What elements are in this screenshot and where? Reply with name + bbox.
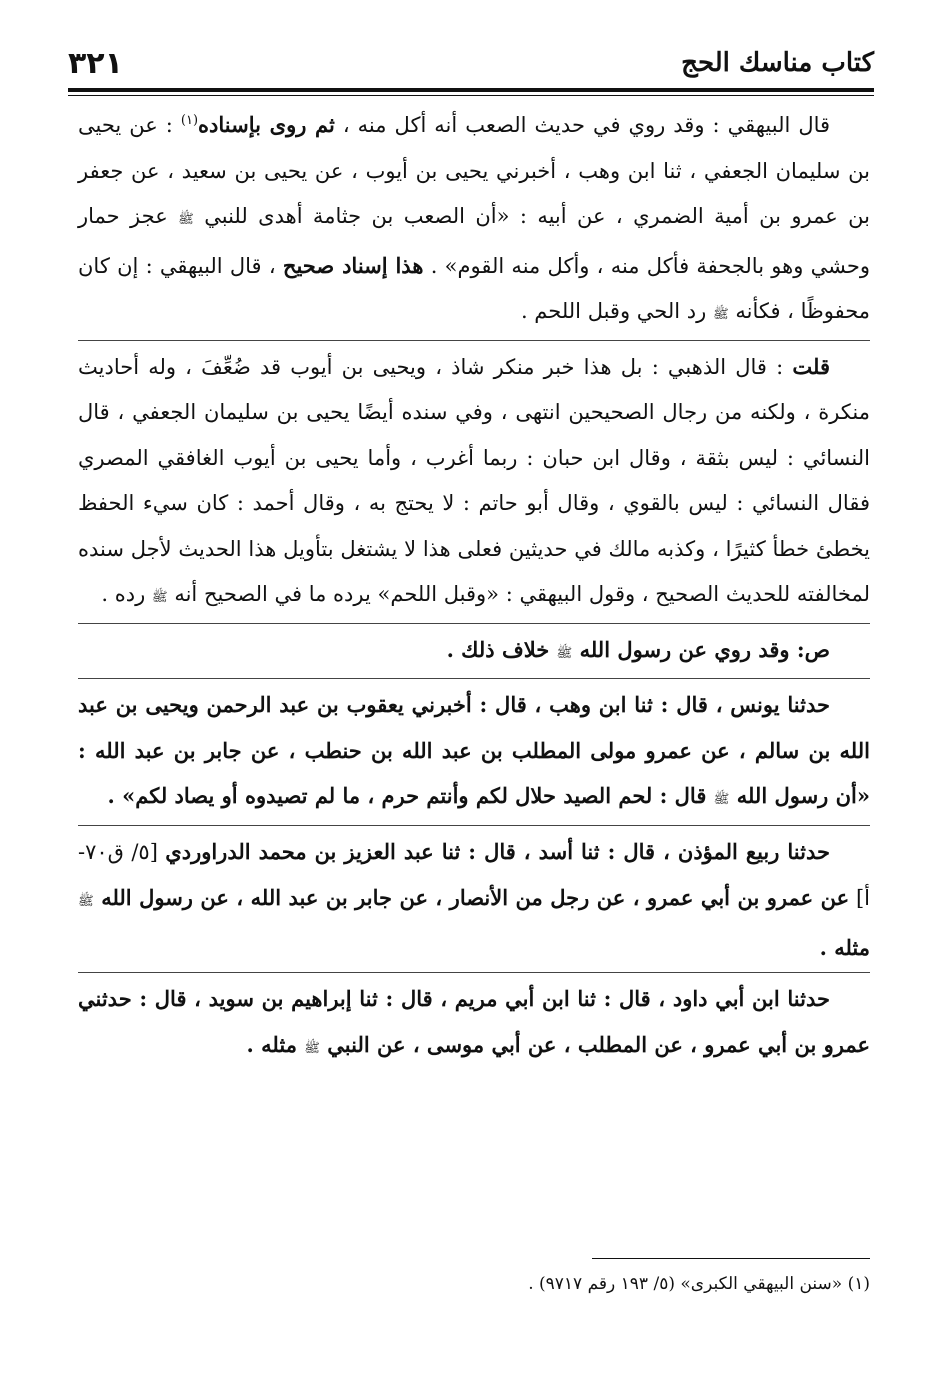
bold-phrase: قلت bbox=[792, 353, 830, 379]
header-rule-thin bbox=[68, 95, 874, 96]
paragraph-divider bbox=[78, 340, 870, 341]
paragraph-divider bbox=[78, 678, 870, 679]
text-run: ، قال البيهقي : إن كان محفوظًا ، فكأنه bbox=[78, 253, 870, 323]
paragraph-bayhaqi-narration bbox=[78, 102, 870, 338]
text-run: رد الحي وقبل اللحم . bbox=[520, 299, 713, 323]
honorific-glyph: ﷺ bbox=[178, 212, 194, 227]
honorific-glyph: ﷺ bbox=[712, 307, 729, 322]
paragraph-divider bbox=[78, 623, 870, 624]
text-run: مثله . bbox=[819, 934, 870, 960]
text-run: عجز حمار وحشي وهو بالجحفة فأكل منه ، وأكل منه القوم» . bbox=[78, 204, 870, 278]
footnote-separator bbox=[592, 1258, 870, 1259]
paragraph-divider bbox=[78, 972, 870, 973]
book-title: كتاب مناسك الحج bbox=[681, 48, 874, 78]
paragraph-hadith-jabir bbox=[78, 682, 870, 823]
footnote: (١) «سنن البيهقي الكبرى» (٥/ ١٩٣ رقم ٩٧١٧) . bbox=[528, 1274, 870, 1294]
text-run: حدثنا يونس ، قال : ثنا ابن وهب ، قال : أخبرني يعقوب بن عبد الرحمن ويحيى بن عبد الله بن سالم ، عن عمرو مولى المطلب بن عبد الله بن حنطب ، عن جابر بن عبد الله : «أن رسول الله bbox=[78, 692, 870, 808]
honorific-glyph: ﷺ bbox=[151, 590, 168, 605]
text-run: عن عمرو بن أبي عمرو ، عن رجل من الأنصار ، عن جابر بن عبد الله ، عن رسول الله bbox=[101, 885, 850, 910]
text-run: قال : لحم الصيد حلال لكم وأنتم حرم ، ما لم تصيدوه أو يصاد لكم» . bbox=[107, 783, 714, 808]
honorific-glyph: ﷺ bbox=[78, 894, 94, 909]
paragraph-hadith-rabi bbox=[78, 829, 870, 971]
text-run: حدثنا ابن أبي داود ، قال : ثنا ابن أبي مريم ، قال : ثنا إبراهيم بن سويد ، قال : حدثني عمرو بن أبي عمرو ، عن المطلب ، عن أبي موسى ، عن النبي bbox=[78, 986, 870, 1057]
paragraph-text-heading bbox=[78, 627, 870, 677]
honorific-glyph: ﷺ bbox=[304, 1040, 320, 1056]
text-run: : قال الذهبي : بل هذا خبر منكر شاذ ، ويحيى بن أيوب قد ضُعِّفَ ، وله أحاديث منكرة ، ولكنه من رجال الصحيحين انتهى ، وفي سنده أيضًا يحيى بن سليمان الجعفي ، قال النسائي : ليس بثقة ، وقال ابن حبان : ربما أغرب ، وأما يحيى بن أيوب الغافقي المصري فقال النسائي : ليس بالقوي ، وقال أبو حاتم : لا يحتج به ، وقال أحمد : كان سيء الحفظ يخطئ خطأ كثيرًا ، وكذبه مالك في حديثين فعلى هذا لا يشتغل بتأويل هذا الحديث لأجل سنده لمخالفته للحديث الصحيح ، وقول البيهقي : «وقبل اللحم» يرده ما في الصحيح أنه bbox=[78, 354, 870, 606]
text-run: : عن يحيى بن سليمان الجعفي ، ثنا ابن وهب ، أخبرني يحيى بن أيوب ، عن يحيى بن سعيد ، عن جعفر بن عمرو بن أمية الضمري ، عن أبيه : «أن الصعب بن جثامة أهدى للنبي bbox=[78, 113, 870, 228]
text-run: ص: وقد روي عن رسول الله bbox=[579, 636, 830, 662]
honorific-glyph: ﷺ bbox=[556, 645, 573, 661]
text-run: قال البيهقي : وقد روي في حديث الصعب أنه أكل منه ، bbox=[342, 113, 831, 137]
manuscript-reference: [٥/ ق٧٠-أ] bbox=[78, 839, 870, 910]
text-run: حدثنا ربيع المؤذن ، قال : ثنا أسد ، قال : ثنا عبد العزيز بن محمد الدراوردي bbox=[165, 838, 830, 864]
paragraph-hadith-abu-musa bbox=[78, 976, 870, 1071]
page-number: ٣٢١ bbox=[68, 46, 123, 81]
bold-phrase: ثم روى بإسناده bbox=[198, 112, 335, 137]
bold-phrase: هذا إسناد صحيح bbox=[282, 252, 424, 278]
header-rule-thick bbox=[68, 88, 874, 92]
paragraph-divider bbox=[78, 825, 870, 826]
text-run: خلاف ذلك . bbox=[446, 636, 557, 662]
page-header bbox=[68, 46, 874, 86]
paragraph-commentary bbox=[78, 344, 870, 621]
footnote-reference[interactable]: (١) bbox=[180, 113, 199, 128]
text-run: رده . bbox=[101, 582, 152, 606]
main-text bbox=[78, 102, 870, 1071]
honorific-glyph: ﷺ bbox=[713, 792, 730, 807]
text-run: مثله . bbox=[246, 1031, 305, 1057]
